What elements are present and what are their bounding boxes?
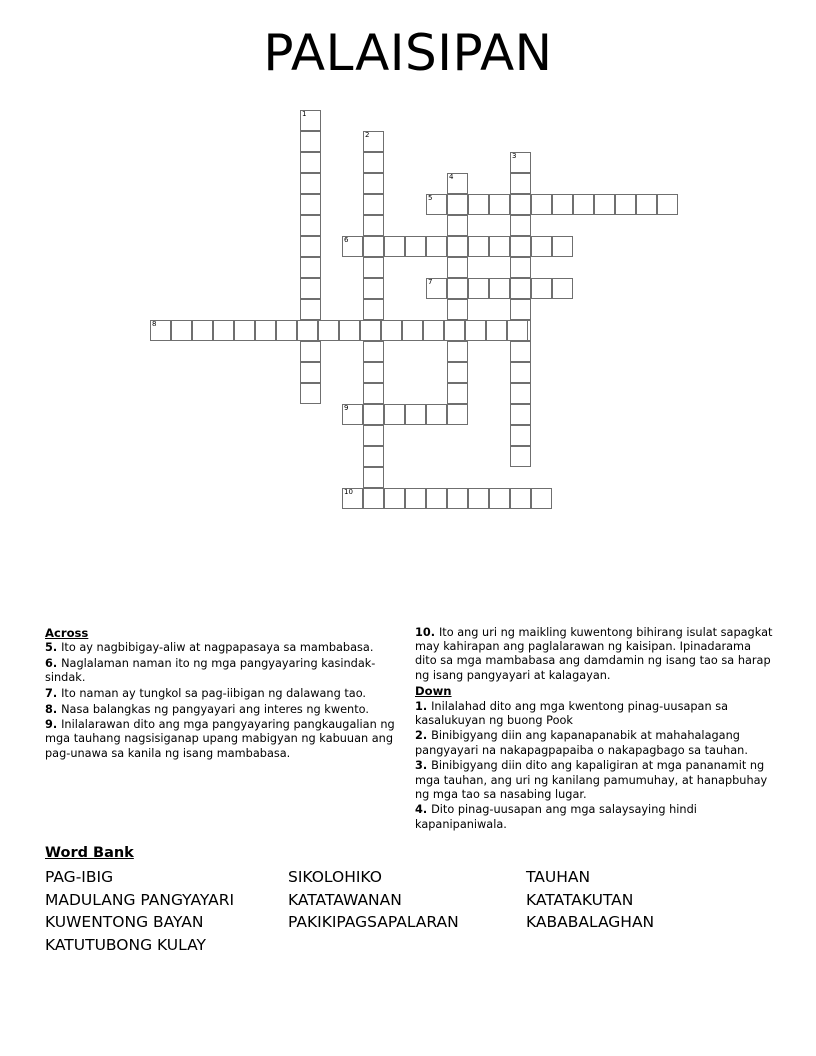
cell-number: 5 <box>428 194 433 202</box>
crossword-cell[interactable] <box>426 194 447 215</box>
across-clue <box>45 718 400 761</box>
across-clue <box>45 703 400 717</box>
crossword-cell[interactable] <box>318 320 339 341</box>
crossword-cell[interactable] <box>510 362 531 383</box>
cell-number: 4 <box>449 173 454 181</box>
crossword-cell[interactable] <box>360 320 381 341</box>
crossword-cell[interactable] <box>510 299 531 320</box>
crossword-cell[interactable] <box>300 236 321 257</box>
crossword-cell[interactable] <box>300 215 321 236</box>
crossword-cell[interactable] <box>486 320 507 341</box>
cell-number: 8 <box>152 320 157 328</box>
clue-text: Ito naman ay tungkol sa pag-iibigan ng dalawang tao. <box>61 686 367 700</box>
crossword-cell[interactable] <box>234 320 255 341</box>
crossword-cell[interactable] <box>384 404 405 425</box>
crossword-cell[interactable] <box>489 194 510 215</box>
crossword-cell[interactable] <box>510 236 531 257</box>
crossword-cell[interactable] <box>465 320 486 341</box>
across-clue <box>45 641 400 655</box>
crossword-cell[interactable] <box>363 383 384 404</box>
clue-text: Inilalarawan dito ang mga pangyayaring pangkaugalian ng mga tauhang nagsisiganap upang mabigyan ng kabuuan ang pag-unawa sa kanila ng isang mambabasa. <box>45 718 395 760</box>
crossword-cell[interactable] <box>510 341 531 362</box>
crossword-cell[interactable] <box>426 236 447 257</box>
crossword-cell[interactable] <box>342 236 363 257</box>
crossword-cell[interactable] <box>447 299 468 320</box>
crossword-cell[interactable] <box>363 278 384 299</box>
word-bank-word[interactable]: KUWENTONG BAYAN <box>45 913 204 931</box>
crossword-cell[interactable] <box>447 404 468 425</box>
crossword-cell[interactable] <box>510 425 531 446</box>
crossword-cell[interactable] <box>447 278 468 299</box>
clue-text: Naglalaman naman ito ng mga pangyayaring kasindak-sindak. <box>45 656 376 685</box>
crossword-cell[interactable] <box>363 257 384 278</box>
down-clues-column <box>415 626 775 833</box>
crossword-cell[interactable] <box>510 152 531 173</box>
crossword-cell[interactable] <box>552 194 573 215</box>
clue-number: 4. <box>415 803 432 817</box>
crossword-cell[interactable] <box>405 404 426 425</box>
clue-text: Nasa balangkas ng pangyayari ang interes ng kwento. <box>61 702 369 716</box>
down-clue <box>415 729 775 757</box>
crossword-cell[interactable] <box>510 488 531 509</box>
word-bank-word[interactable]: KATUTUBONG KULAY <box>45 935 206 954</box>
crossword-cell[interactable] <box>510 446 531 467</box>
crossword-cell[interactable] <box>507 320 528 341</box>
down-clue-list <box>415 700 775 832</box>
crossword-cell[interactable] <box>300 110 321 131</box>
clue-number: 8. <box>45 702 62 716</box>
crossword-cell[interactable] <box>150 320 171 341</box>
crossword-cell[interactable] <box>363 341 384 362</box>
crossword-cell[interactable] <box>363 425 384 446</box>
crossword-cell[interactable] <box>531 488 552 509</box>
across-clues-column <box>45 626 400 762</box>
clue-text: Dito pinag-uusapan ang mga salaysaying hindi kapanipaniwala. <box>415 803 697 831</box>
crossword-cell[interactable] <box>300 194 321 215</box>
word-bank-word[interactable]: TAUHAN <box>526 868 591 886</box>
crossword-cell[interactable] <box>384 488 405 509</box>
crossword-cell[interactable] <box>636 194 657 215</box>
crossword-cell[interactable] <box>423 320 444 341</box>
crossword-cell[interactable] <box>510 194 531 215</box>
crossword-cell[interactable] <box>426 404 447 425</box>
crossword-cell[interactable] <box>384 236 405 257</box>
across-clue <box>415 626 775 683</box>
clue-number: 10. <box>415 626 439 639</box>
clue-number: 3. <box>415 759 432 773</box>
crossword-cell[interactable] <box>402 320 423 341</box>
crossword-cell[interactable] <box>192 320 213 341</box>
cell-number: 9 <box>344 404 349 412</box>
clue-number: 9. <box>45 718 62 732</box>
word-bank-column <box>45 866 288 956</box>
crossword-cell[interactable] <box>300 173 321 194</box>
clue-text: Binibigyang diin ang kapanapanabik at mahahalagang pangyayari na nakapagpapaiba o nakapagbago sa tauhan. <box>415 729 748 757</box>
crossword-cell[interactable] <box>363 488 384 509</box>
crossword-cell[interactable] <box>573 194 594 215</box>
clue-number: 7. <box>45 686 62 700</box>
crossword-cell[interactable] <box>300 278 321 299</box>
clue-text: Inilalahad dito ang mga kwentong pinag-uusapan sa kasalukuyan ng buong Pook <box>415 699 729 727</box>
crossword-cell[interactable] <box>405 236 426 257</box>
crossword-cell[interactable] <box>615 194 636 215</box>
clue-number: 2. <box>415 729 432 743</box>
across-clue-list <box>45 641 400 761</box>
crossword-cell[interactable] <box>510 257 531 278</box>
clue-text: Binibigyang diin dito ang kapaligiran at mga pananamit ng mga tauhan, ang uri ng kanilang pamumuhay, at hanapbuhay ng mga tao sa nasabing lugar. <box>415 759 768 801</box>
word-bank-word[interactable]: SIKOLOHIKO <box>288 868 382 886</box>
crossword-cell[interactable] <box>276 320 297 341</box>
crossword-cell[interactable] <box>339 320 360 341</box>
crossword-cell[interactable] <box>363 194 384 215</box>
crossword-cell[interactable] <box>531 194 552 215</box>
crossword-cell[interactable] <box>594 194 615 215</box>
crossword-cell[interactable] <box>657 194 678 215</box>
crossword-cell[interactable] <box>510 383 531 404</box>
crossword-cell[interactable] <box>363 362 384 383</box>
crossword-cell[interactable] <box>489 236 510 257</box>
crossword-cell[interactable] <box>300 152 321 173</box>
crossword-cell[interactable] <box>255 320 276 341</box>
crossword-cell[interactable] <box>489 488 510 509</box>
crossword-cell[interactable] <box>300 131 321 152</box>
clue-text: Ito ang uri ng maikling kuwentong bihirang isulat sapagkat may kahirapan ang paglalarawan ng kaisipan. Ipinadarama dito sa mga mambabasa ang damdamin ng isang tao sa harap ng isang pangyayari at kalagayan. <box>415 626 773 682</box>
clue-number: 5. <box>45 641 62 655</box>
crossword-cell[interactable] <box>468 278 489 299</box>
word-bank-section <box>45 845 775 956</box>
crossword-cell[interactable] <box>300 383 321 404</box>
crossword-cell[interactable] <box>531 278 552 299</box>
crossword-cell[interactable] <box>447 383 468 404</box>
word-bank-column <box>288 866 526 934</box>
clues-section <box>45 626 775 846</box>
crossword-cell[interactable] <box>552 278 573 299</box>
crossword-cell[interactable] <box>447 257 468 278</box>
across-heading: Across <box>45 626 89 640</box>
clue-text: Ito ay nagbibigay-aliw at nagpapasaya sa mambabasa. <box>61 641 374 655</box>
crossword-cell[interactable] <box>300 341 321 362</box>
page-title: PALAISIPAN <box>263 24 553 82</box>
word-bank-word[interactable]: PAKIKIPAGSAPALARAN <box>288 913 459 931</box>
cell-number: 2 <box>365 131 370 139</box>
down-heading: Down <box>415 684 452 699</box>
crossword-cell[interactable] <box>363 215 384 236</box>
crossword-cell[interactable] <box>510 173 531 194</box>
crossword-cell[interactable] <box>213 320 234 341</box>
crossword-cell[interactable] <box>468 236 489 257</box>
word-bank-heading: Word Bank <box>45 845 134 861</box>
crossword-cell[interactable] <box>342 488 363 509</box>
cell-number: 6 <box>344 236 349 244</box>
clue-number: 6. <box>45 656 62 670</box>
word-bank-word[interactable]: KATATAWANAN <box>288 890 402 909</box>
crossword-cell[interactable] <box>531 236 552 257</box>
crossword-cell[interactable] <box>363 446 384 467</box>
crossword-cell[interactable] <box>405 488 426 509</box>
word-bank-word[interactable]: MADULANG PANGYAYARI <box>45 890 235 909</box>
crossword-cell[interactable] <box>381 320 402 341</box>
crossword-cell[interactable] <box>447 173 468 194</box>
crossword-cell[interactable] <box>489 278 510 299</box>
crossword-cell[interactable] <box>300 257 321 278</box>
crossword-cell[interactable] <box>447 215 468 236</box>
across-clue <box>45 687 400 701</box>
word-bank-column <box>526 866 766 934</box>
crossword-cell[interactable] <box>363 173 384 194</box>
crossword-cell[interactable] <box>447 236 468 257</box>
word-bank-word[interactable]: KABABALAGHAN <box>526 913 655 931</box>
crossword-cell[interactable] <box>300 362 321 383</box>
crossword-cell[interactable] <box>426 278 447 299</box>
cell-number: 1 <box>302 110 307 118</box>
crossword-cell[interactable] <box>297 320 318 341</box>
crossword-cell[interactable] <box>363 131 384 152</box>
cell-number: 7 <box>428 278 433 286</box>
crossword-cell[interactable] <box>342 404 363 425</box>
crossword-cell[interactable] <box>447 362 468 383</box>
crossword-cell[interactable] <box>171 320 192 341</box>
across-clue-overflow-list <box>415 626 775 683</box>
clue-number: 1. <box>415 699 432 713</box>
down-clue <box>415 803 775 831</box>
crossword-cell[interactable] <box>510 278 531 299</box>
crossword-cell[interactable] <box>300 299 321 320</box>
crossword-cell[interactable] <box>447 194 468 215</box>
crossword-cell[interactable] <box>363 467 384 488</box>
crossword-cell[interactable] <box>510 215 531 236</box>
crossword-cell[interactable] <box>468 194 489 215</box>
crossword-cell[interactable] <box>363 236 384 257</box>
crossword-cell[interactable] <box>426 488 447 509</box>
crossword-cell[interactable] <box>444 320 465 341</box>
crossword-cell[interactable] <box>552 236 573 257</box>
across-clue <box>45 657 400 685</box>
crossword-cell[interactable] <box>468 488 489 509</box>
down-clue <box>415 759 775 802</box>
down-clue <box>415 700 775 728</box>
crossword-cell[interactable] <box>363 404 384 425</box>
crossword-cell[interactable] <box>363 299 384 320</box>
word-bank-word[interactable]: KATATAKUTAN <box>526 890 634 909</box>
crossword-cell[interactable] <box>447 488 468 509</box>
cell-number: 3 <box>512 152 517 160</box>
word-bank-columns <box>45 866 775 956</box>
crossword-cell[interactable] <box>363 152 384 173</box>
word-bank-word[interactable]: PAG-IBIG <box>45 868 114 886</box>
cell-number: 10 <box>344 488 353 496</box>
crossword-cell[interactable] <box>510 404 531 425</box>
crossword-cell[interactable] <box>447 341 468 362</box>
